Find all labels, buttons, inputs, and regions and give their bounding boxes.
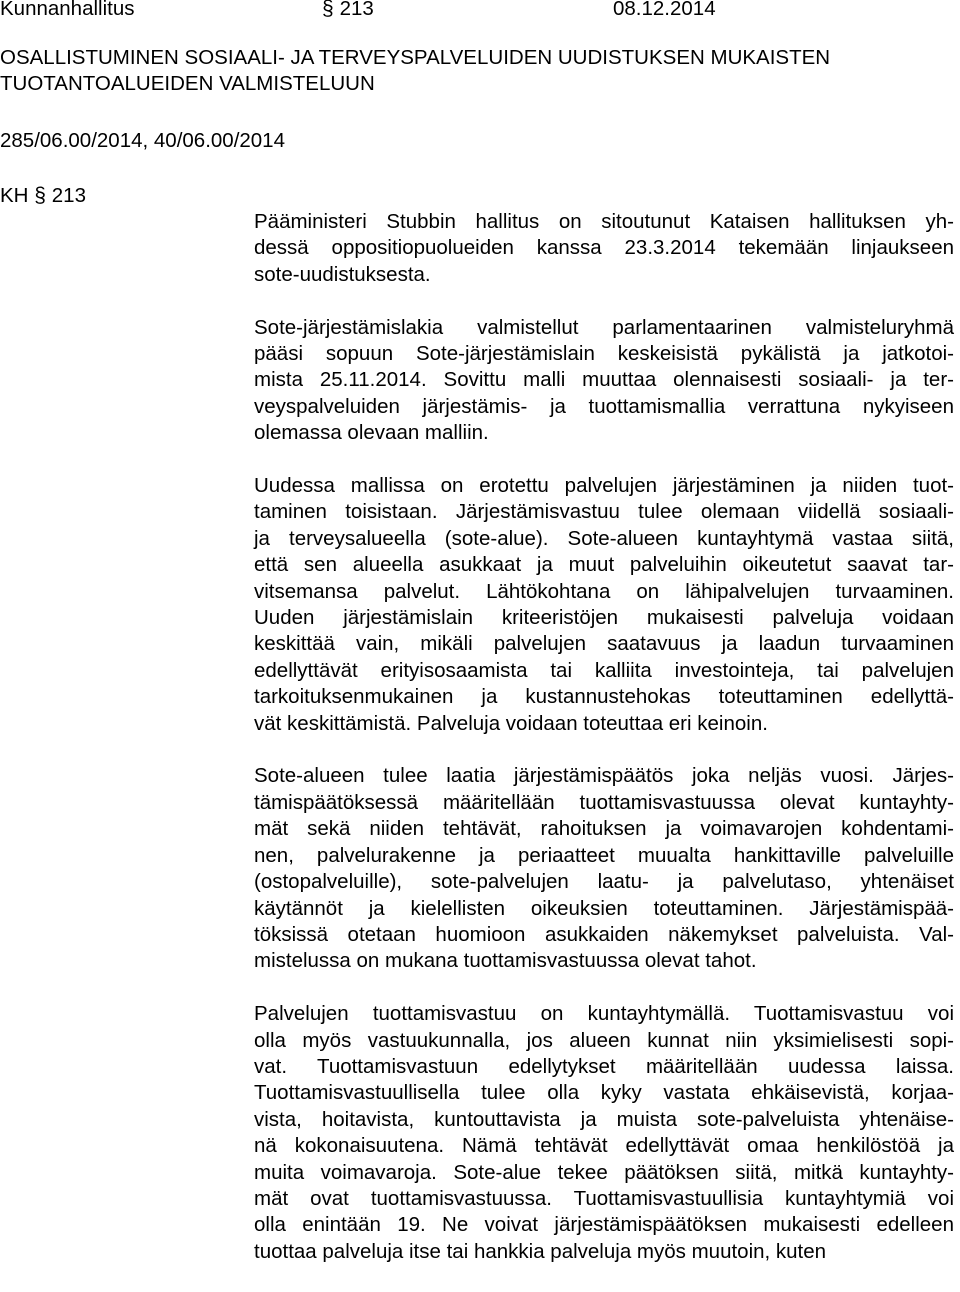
paragraph-line: Palvelujen tuottamisvastuu on kuntayhtymällä. Tuottamisvastuu voi bbox=[254, 1002, 954, 1026]
paragraph-line: (ostopalveluille), sote-palvelujen laatu- ja palvelutaso, yhtenäiset bbox=[254, 870, 954, 894]
paragraph-line: olla myös vastuukunnalla, jos alueen kunnat niin yksimielisesti sopi- bbox=[254, 1028, 954, 1052]
paragraph-line: mät ovat tuottamisvastuussa. Tuottamisvastuullisia kuntayhtymiä voi bbox=[254, 1186, 954, 1210]
page-header bbox=[0, 0, 960, 24]
paragraph-line: nen, palvelurakenne ja periaatteet muualta hankittaville palveluille bbox=[254, 843, 954, 867]
case-prefix: KH bbox=[0, 184, 29, 207]
paragraph-line: Sote-järjestämislakia valmistellut parlamentaarinen valmisteluryhmä bbox=[254, 315, 954, 339]
paragraph bbox=[254, 763, 954, 974]
paragraph-line: tuottaa palveluja itse tai hankkia palveluja myös muutoin, kuten bbox=[254, 1239, 827, 1263]
section-number-value: 213 bbox=[339, 0, 374, 20]
meeting-date: 08.12.2014 bbox=[613, 0, 716, 20]
paragraph bbox=[254, 315, 954, 447]
paragraph-line: pääsi sopuun Sote-järjestämislain keskeisistä pykälistä ja jatkotoi- bbox=[254, 342, 954, 366]
paragraph-line: nä kokonaisuutena. Nämä tehtävät edellyttävät omaa henkilöstöä ja bbox=[254, 1134, 954, 1158]
paragraph-line: vitsemansa palvelut. Lähtökohtana on lähipalvelujen turvaaminen. bbox=[254, 579, 954, 603]
title-line: TUOTANTOALUEIDEN VALMISTELUUN bbox=[0, 72, 375, 95]
case-section bbox=[0, 183, 86, 209]
paragraph-line: mistelussa on mukana tuottamisvastuussa olevat tahot. bbox=[254, 949, 757, 973]
paragraph-line: keskittää vain, mikäli palvelujen saatavuus ja laadun turvaaminen bbox=[254, 632, 954, 656]
paragraph-line: töksissä otetaan huomioon asukkaiden näkemykset palveluista. Val- bbox=[254, 922, 954, 946]
paragraph-line: taminen toisistaan. Järjestämisvastuu tulee olemaan viidellä sosiaali- bbox=[254, 500, 954, 524]
paragraph-line: mista 25.11.2014. Sovittu malli muuttaa olennaisesti sosiaali- ja ter- bbox=[254, 368, 954, 392]
body-text bbox=[254, 209, 954, 1292]
title-line: OSALLISTUMINEN SOSIAALI- JA TERVEYSPALVELUIDEN UUDISTUKSEN MUKAISTEN bbox=[0, 46, 831, 69]
section-number bbox=[322, 0, 374, 24]
paragraph-line: vista, hoitavista, kuntouttavista ja muista sote-palveluista yhtenäise- bbox=[254, 1107, 954, 1131]
paragraph-line: olemassa olevaan malliin. bbox=[254, 421, 489, 445]
paragraph-line: muita voimavaroja. Sote-alue tekee päätöksen siitä, mitkä kuntayhty- bbox=[254, 1160, 954, 1184]
case-number: 213 bbox=[51, 184, 86, 207]
paragraph bbox=[254, 209, 954, 288]
paragraph-line: edellyttävät erityisosaamista tai kalliita investointeja, tai palvelujen bbox=[254, 658, 954, 682]
paragraph-line: Pääministeri Stubbin hallitus on sitoutunut Kataisen hallituksen yh- bbox=[254, 210, 954, 233]
paragraph-line: veyspalveluiden järjestämis- ja tuottamismallia verrattuna nykyiseen bbox=[254, 394, 954, 418]
paragraph-line: Uudessa mallissa on erotettu palvelujen järjestäminen ja niiden tuot- bbox=[254, 474, 954, 498]
paragraph bbox=[254, 1001, 954, 1265]
paragraph-line: Sote-alueen tulee laatia järjestämispäätös joka neljäs vuosi. Järjes- bbox=[254, 764, 954, 788]
paragraph-line: Uuden järjestämislain kriteeristöjen mukaisesti palveluja voidaan bbox=[254, 606, 954, 630]
paragraph-line: Tuottamisvastuullisella tulee olla kyky vastata ehkäisevistä, korjaa- bbox=[254, 1081, 954, 1105]
paragraph-line: sote-uudistuksesta. bbox=[254, 262, 431, 286]
paragraph-line: tämispäätöksessä määritellään tuottamisvastuussa olevat kuntayhty- bbox=[254, 790, 954, 814]
paragraph-line: dessä oppositiopuolueiden kanssa 23.3.2014 tekemään linjaukseen bbox=[254, 236, 954, 260]
section-symbol: § bbox=[322, 0, 334, 20]
case-section-symbol: § bbox=[34, 184, 47, 207]
organ-name: Kunnanhallitus bbox=[0, 0, 135, 20]
paragraph-line: vät keskittämistä. Palveluja voidaan toteuttaa eri keinoin. bbox=[254, 711, 768, 735]
paragraph-line: olla enintään 19. Ne voivat järjestämispäätöksen mukaisesti edelleen bbox=[254, 1213, 954, 1237]
document-title bbox=[0, 45, 830, 97]
paragraph-line: vat. Tuottamisvastuun edellytykset määritellään uudessa laissa. bbox=[254, 1054, 954, 1078]
paragraph-line: tarkoituksenmukainen ja kustannustehokas toteuttaminen edellyttä- bbox=[254, 685, 954, 709]
paragraph-line: ja terveysalueella (sote-alue). Sote-alueen kuntayhtymä vastaa siitä, bbox=[254, 526, 954, 550]
paragraph-line: että sen alueella asukkaat ja muut palveluihin oikeutetut saavat tar- bbox=[254, 553, 954, 577]
paragraph bbox=[254, 473, 954, 737]
reference-numbers: 285/06.00/2014, 40/06.00/2014 bbox=[0, 129, 285, 152]
paragraph-line: mät sekä niiden tehtävät, rahoituksen ja voimavarojen kohdentami- bbox=[254, 817, 954, 841]
paragraph-line: käytännöt ja kielellisten oikeuksien toteuttaminen. Järjestämispää- bbox=[254, 896, 954, 920]
